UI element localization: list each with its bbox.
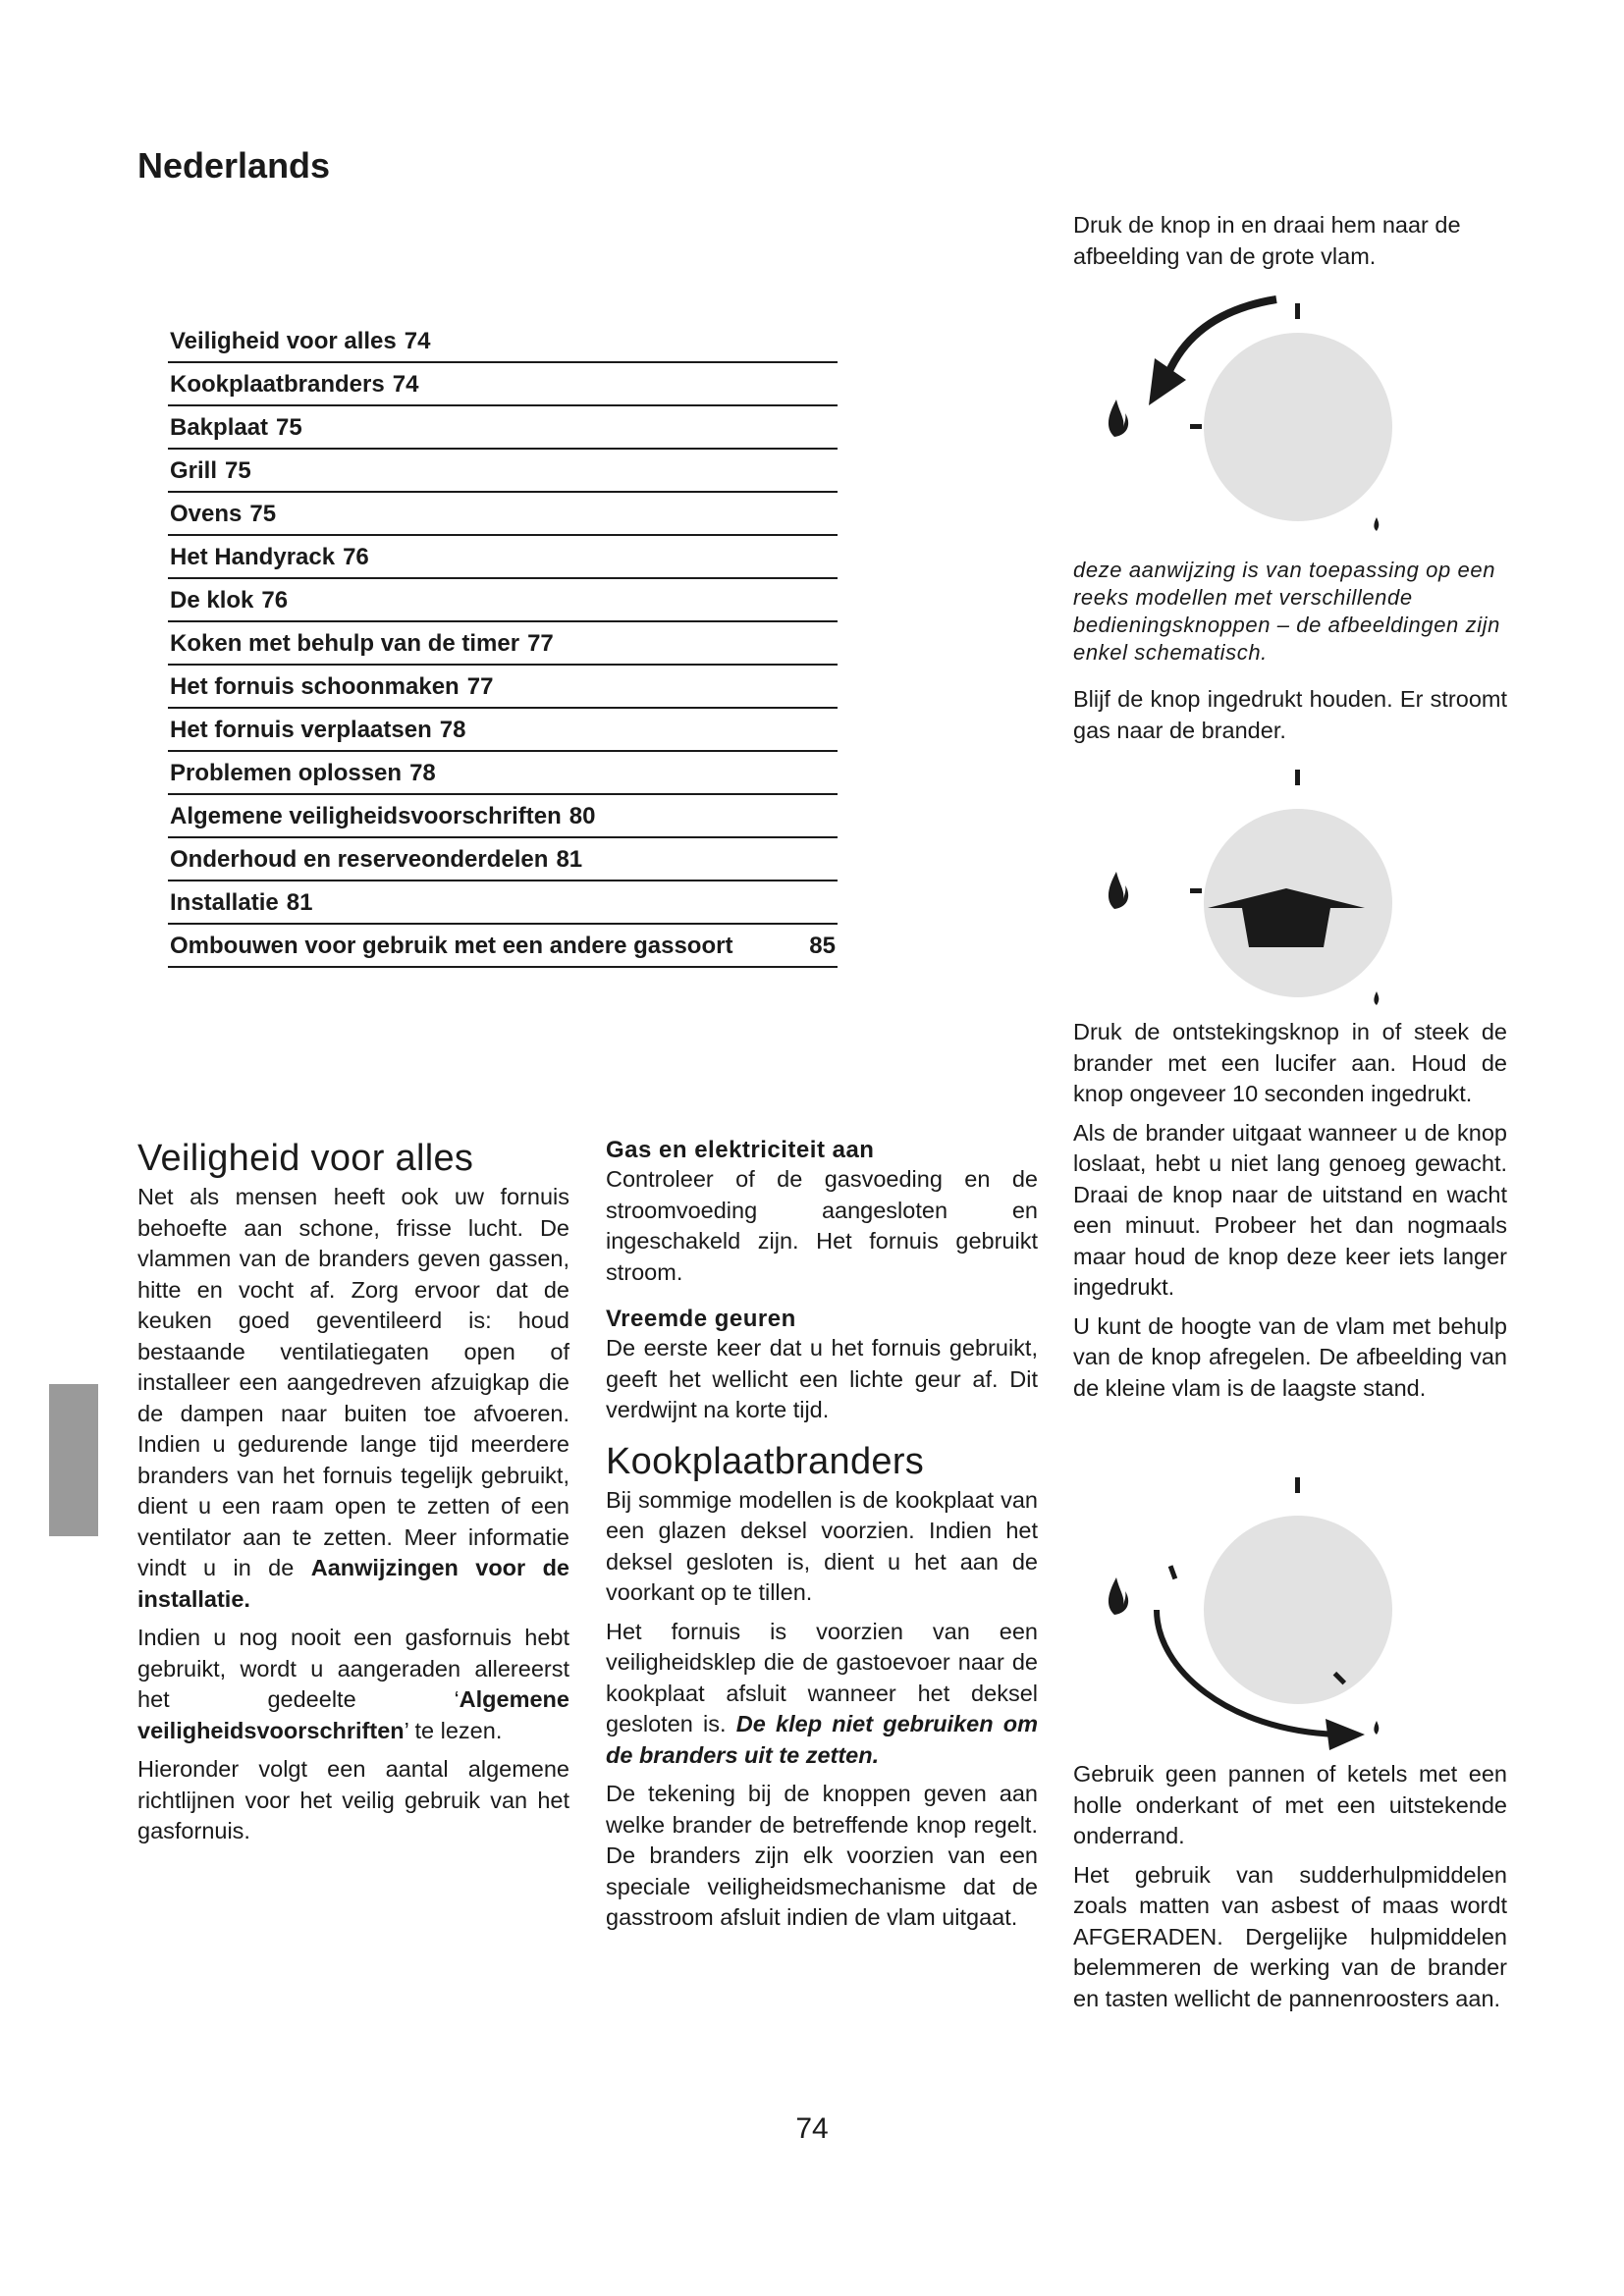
paragraph: Hieronder volgt een aantal algemene richtlijnen voor het veilig gebruik van het gasfornuis. xyxy=(137,1756,569,1843)
toc-item[interactable]: Het fornuis schoonmaken 77 xyxy=(168,666,838,709)
knob-dash xyxy=(1190,888,1202,893)
toc-item[interactable]: Het Handyrack 76 xyxy=(168,536,838,579)
paragraph-ignite: Druk de ontstekingsknop in of steek de brander met een lucifer aan. Houd de knop ongeveer 10 seconden ingedrukt. Als de brander uitgaat wanneer u de knop loslaat, hebt u niet lang genoeg gewacht. Draai de knop naar de uitstand en wacht een minuut. Probeer het dan nogmaals maar houd de knop deze keer iets langer ingedrukt. U kunt de hoogte van de vlam met behulp van de knop afregelen. De afbeelding van de kleine vlam is de laagste stand. xyxy=(1073,1019,1507,1401)
toc-item[interactable]: Het fornuis verplaatsen 78 xyxy=(168,709,838,752)
language-side-tab xyxy=(49,1384,98,1536)
toc-item[interactable]: Bakplaat 75 xyxy=(168,406,838,450)
toc-item[interactable]: Algemene veiligheidsvoorschriften 80 xyxy=(168,795,838,838)
toc-item[interactable]: Ovens 75 xyxy=(168,493,838,536)
toc-item[interactable]: Ombouwen voor gebruik met een andere gassoort 85 xyxy=(168,925,838,968)
toc-item[interactable]: Koken met behulp van de timer 77 xyxy=(168,622,838,666)
knob-off-marker xyxy=(1295,303,1300,319)
knob-diagram-pressed xyxy=(1080,766,1512,1011)
knob-off-marker xyxy=(1295,1477,1300,1493)
paragraph: Net als mensen heeft ook uw fornuis behoefte aan schone, frisse lucht. De vlammen van de branders geven gassen, hitte en vocht af. Zorg ervoor dat de keuken goed geventileerd is: houd bestaande ventilatiegaten open of installeer een aangedreven afzuigkap die de dampen naar buiten toe afvoeren. Indien u gedurende lange tijd meerdere branders van het fornuis tegelijk gebruikt, dient u een raam open te zetten of een ventilator aan te zetten. Meer informatie vindt u in de Aanwijzingen voor de installatie. xyxy=(137,1184,569,1612)
knob-diagram-turn xyxy=(1080,290,1512,545)
paragraph: Indien u nog nooit een gasfornuis hebt gebruikt, wordt u aangeraden allereerst het gedeelte ‘Algemene veiligheidsvoorschriften’ te lezen. xyxy=(137,1625,569,1743)
arrow-head-icon xyxy=(1326,1719,1365,1750)
toc-item[interactable]: Kookplaatbranders 74 xyxy=(168,363,838,406)
arrow-head-icon xyxy=(1149,358,1186,405)
toc-item[interactable]: Onderhoud en reserveonderdelen 81 xyxy=(168,838,838,881)
paragraph: Controleer of de gasvoeding en de stroomvoeding aangesloten en ingeschakeld zijn. Het fornuis gebruikt stroom. xyxy=(606,1166,1038,1285)
toc-item[interactable]: Installatie 81 xyxy=(168,881,838,925)
column-burners xyxy=(606,1137,1038,1942)
toc-item[interactable]: Grill 75 xyxy=(168,450,838,493)
small-flame-icon xyxy=(1374,517,1379,531)
subheading-odours: Vreemde geuren xyxy=(606,1306,796,1332)
large-flame-icon xyxy=(1109,400,1128,437)
paragraph: De eerste keer dat u het fornuis gebruikt, geeft het wellicht een lichte geur af. Dit verdwijnt na korte tijd. xyxy=(606,1335,1038,1422)
large-flame-icon xyxy=(1109,872,1128,909)
subheading-gas-electricity: Gas en elektriciteit aan xyxy=(606,1137,875,1163)
page-number: 74 xyxy=(795,2112,829,2145)
toc-item[interactable]: Veiligheid voor alles 74 xyxy=(168,320,838,363)
paragraph: Bij sommige modellen is de kookplaat van een glazen deksel voorzien. Indien het deksel gesloten is, dient u het aan de voorkant op te tillen. xyxy=(606,1486,1038,1605)
section-heading-safety: Veiligheid voor alles xyxy=(137,1138,474,1179)
knob-circle xyxy=(1204,333,1392,521)
paragraph-pans: Gebruik geen pannen of ketels met een holle onderkant of met een uitstekende onderrand. Het gebruik van sudderhulpmiddelen zoals matten van asbest of maas wordt AFGERADEN. Dergelijke hulpmiddelen belemmeren de werking van de brander en tasten wellicht de pannenroosters aan. xyxy=(1073,1761,1507,2011)
table-of-contents xyxy=(168,320,838,968)
knob-tick xyxy=(1168,1565,1177,1579)
column-safety xyxy=(137,1137,569,1855)
paragraph-hold: Blijf de knop ingedrukt houden. Er stroomt gas naar de brander. xyxy=(1073,686,1507,743)
knob-circle xyxy=(1204,1516,1392,1704)
paragraph-intro: Druk de knop in en draai hem naar de afbeelding van de grote vlam. xyxy=(1073,212,1461,269)
knob-diagram-small-flame xyxy=(1080,1477,1512,1752)
toc-item[interactable]: Problemen oplossen 78 xyxy=(168,752,838,795)
section-heading-burners: Kookplaatbranders xyxy=(606,1440,925,1482)
note-block: deze aanwijzing is van toepassing op een reeks modellen met verschillende bedieningsknoppen – de afbeeldingen zijn enkel schematisch. xyxy=(1073,558,1501,665)
press-base-icon xyxy=(1242,908,1330,947)
large-flame-icon xyxy=(1109,1577,1128,1615)
paragraph: Het fornuis is voorzien van een veiligheidsklep die de gastoevoer naar de kookplaat afsluit wanneer het deksel gesloten is. De klep niet gebruiken om de branders uit te zetten. xyxy=(606,1618,1039,1768)
page-title: Nederlands xyxy=(137,145,331,186)
knob-dash xyxy=(1190,424,1202,429)
small-flame-icon xyxy=(1374,1721,1379,1735)
small-flame-icon xyxy=(1374,991,1379,1005)
toc-item[interactable]: De klok 76 xyxy=(168,579,838,622)
knob-off-marker xyxy=(1295,770,1300,785)
paragraph: De tekening bij de knoppen geven aan welke brander de betreffende knop regelt. De branders zijn elk voorzien van een speciale veiligheidsmechanisme dat de gasstroom afsluit indien de vlam uitgaat. xyxy=(606,1781,1038,1930)
